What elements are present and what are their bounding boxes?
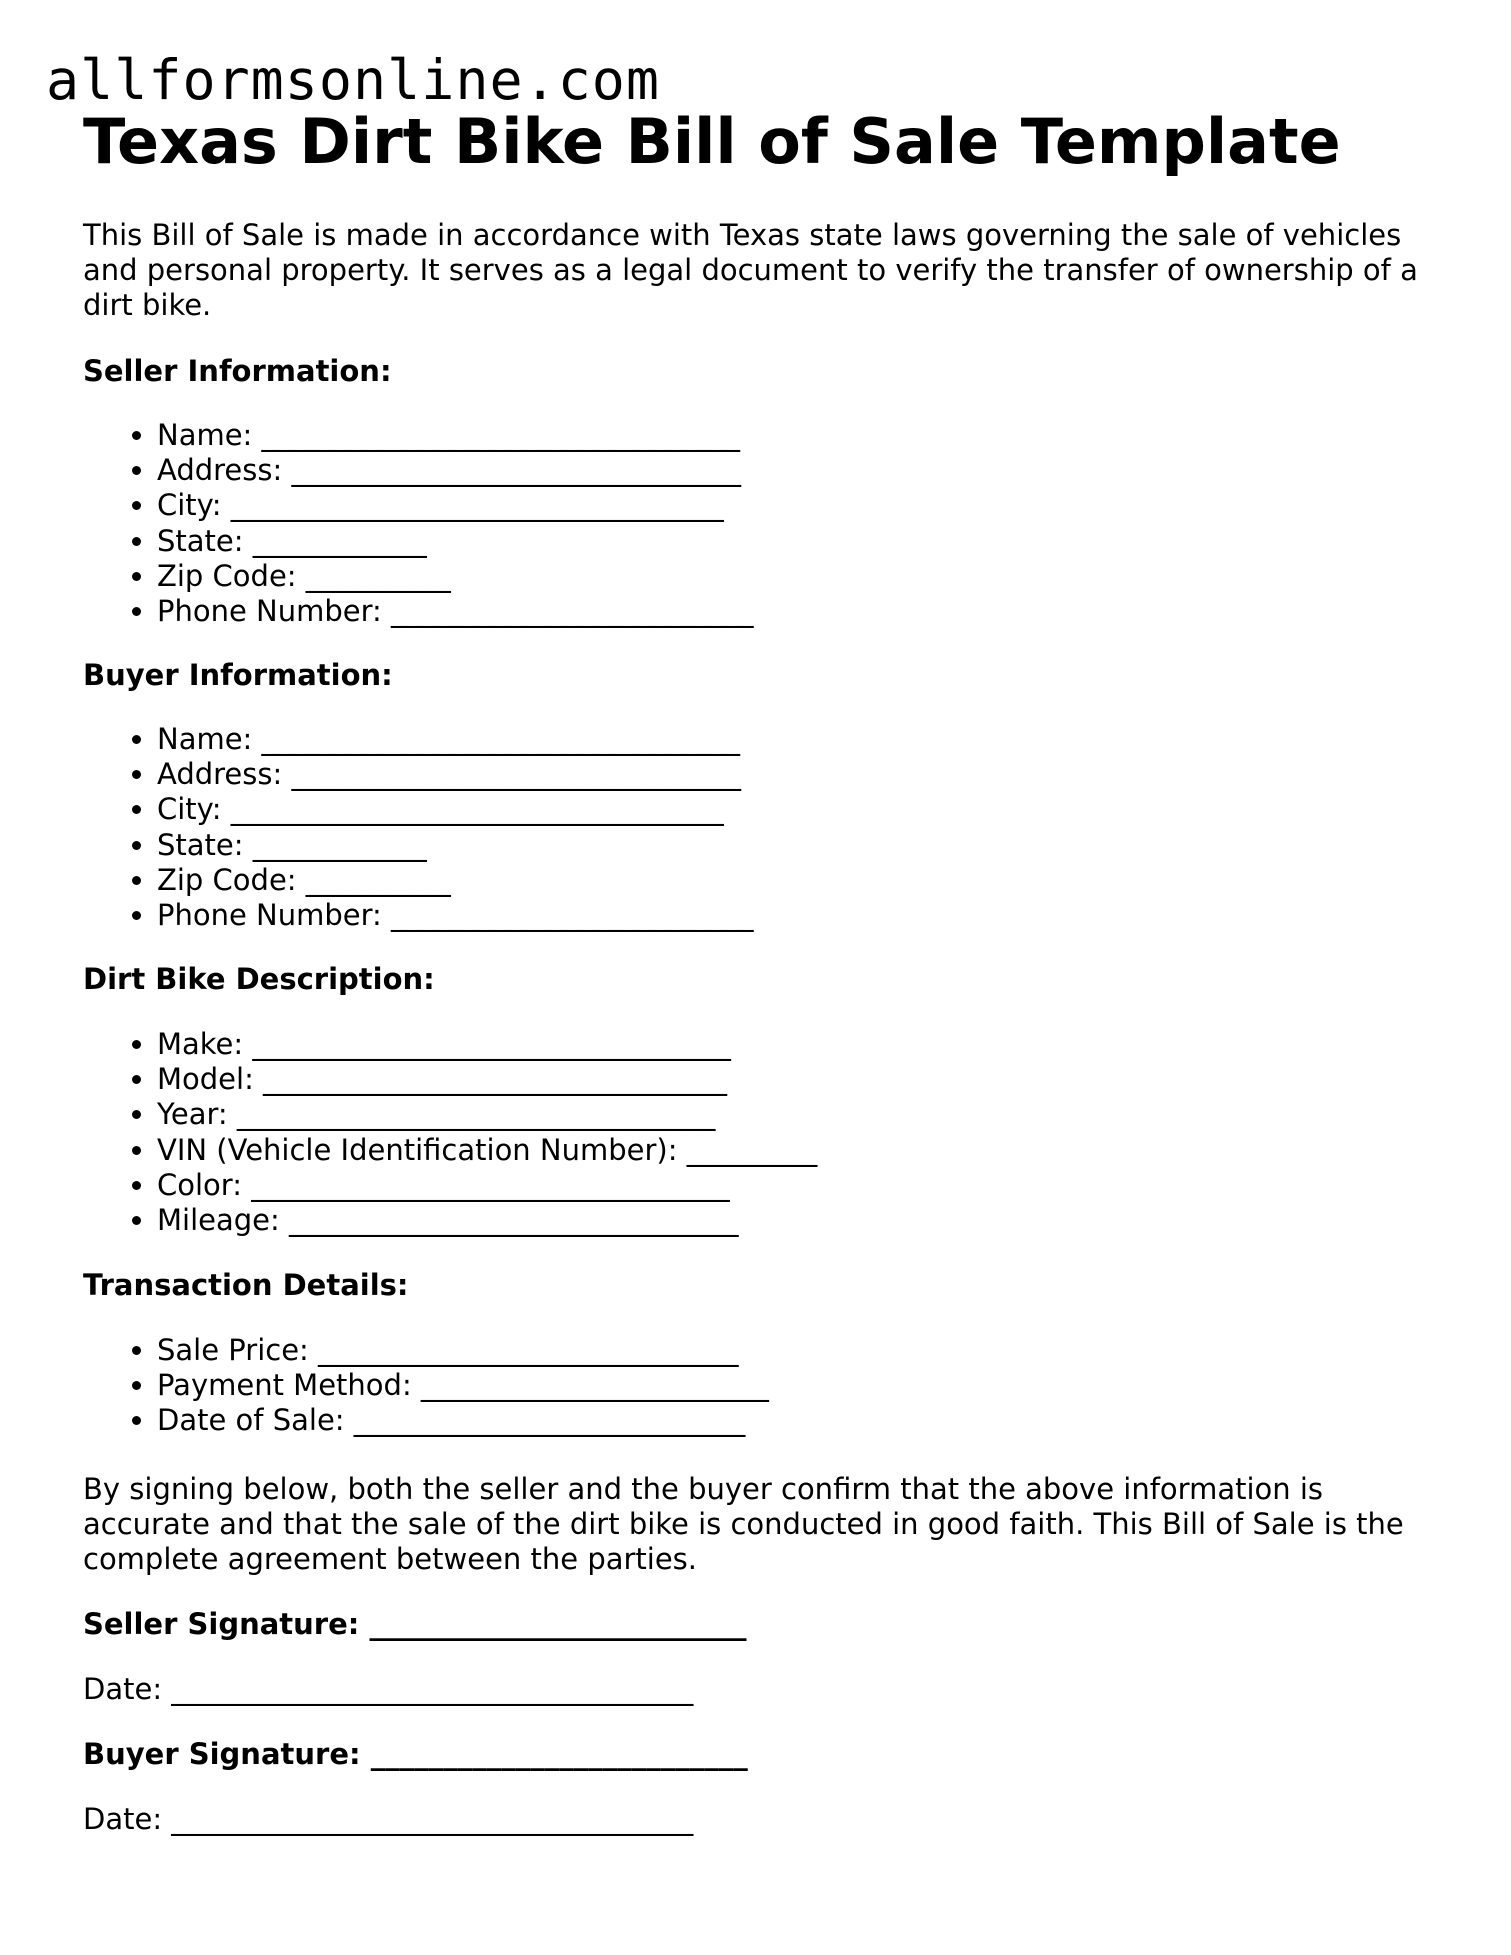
seller-date-field[interactable]: Date: ____________________________________ (83, 1672, 694, 1706)
list-item[interactable]: • State: ____________ (157, 828, 754, 863)
list-item[interactable]: • VIN (Vehicle Identification Number): _________ (157, 1133, 817, 1168)
transaction-details-list (83, 1333, 769, 1439)
closing-paragraph: By signing below, both the seller and the buyer confirm that the above information is accurate and that the sale of the dirt bike is conducted in good faith. This Bill of Sale is the complete agreement between the parties. (83, 1472, 1404, 1576)
seller-info-heading: Seller Information: (83, 354, 392, 388)
seller-signature-field[interactable]: Seller Signature: __________________________ (83, 1607, 747, 1641)
site-watermark: allformsonline.com (46, 48, 661, 112)
list-item[interactable]: • Phone Number: _________________________ (157, 594, 754, 629)
list-item[interactable]: • State: ____________ (157, 524, 754, 559)
list-item[interactable]: • Address: _______________________________ (157, 453, 754, 488)
list-item[interactable]: • Color: _________________________________ (157, 1168, 817, 1203)
list-item[interactable]: • Sale Price: _____________________________ (157, 1333, 769, 1368)
list-item[interactable]: • City: __________________________________ (157, 792, 754, 827)
list-item[interactable]: • Mileage: _______________________________ (157, 1203, 817, 1238)
bike-description-heading: Dirt Bike Description: (83, 962, 435, 996)
list-item[interactable]: • Model: ________________________________ (157, 1062, 817, 1097)
buyer-info-heading: Buyer Information: (83, 658, 393, 692)
list-item[interactable]: • Year: _________________________________ (157, 1097, 817, 1132)
list-item[interactable]: • City: __________________________________ (157, 488, 754, 523)
buyer-info-list (83, 722, 754, 933)
list-item[interactable]: • Name: _________________________________ (157, 418, 754, 453)
list-item[interactable]: • Phone Number: _________________________ (157, 898, 754, 933)
intro-paragraph: This Bill of Sale is made in accordance with Texas state laws governing the sale of vehicles and personal property. It serves as a legal document to verify the transfer of ownership of a dirt bike. (83, 218, 1418, 322)
list-item[interactable]: • Zip Code: __________ (157, 559, 754, 594)
list-item[interactable]: • Zip Code: __________ (157, 863, 754, 898)
list-item[interactable]: • Address: _______________________________ (157, 757, 754, 792)
list-item[interactable]: • Date of Sale: ___________________________ (157, 1403, 769, 1438)
transaction-details-heading: Transaction Details: (83, 1268, 409, 1302)
buyer-date-field[interactable]: Date: ____________________________________ (83, 1802, 694, 1836)
list-item[interactable]: • Make: _________________________________ (157, 1027, 817, 1062)
bike-description-list (83, 1027, 817, 1238)
list-item[interactable]: • Payment Method: ________________________ (157, 1368, 769, 1403)
page-title: Texas Dirt Bike Bill of Sale Template (83, 105, 1341, 178)
list-item[interactable]: • Name: _________________________________ (157, 722, 754, 757)
buyer-signature-field[interactable]: Buyer Signature: __________________________ (83, 1737, 748, 1771)
seller-info-list (83, 418, 754, 629)
